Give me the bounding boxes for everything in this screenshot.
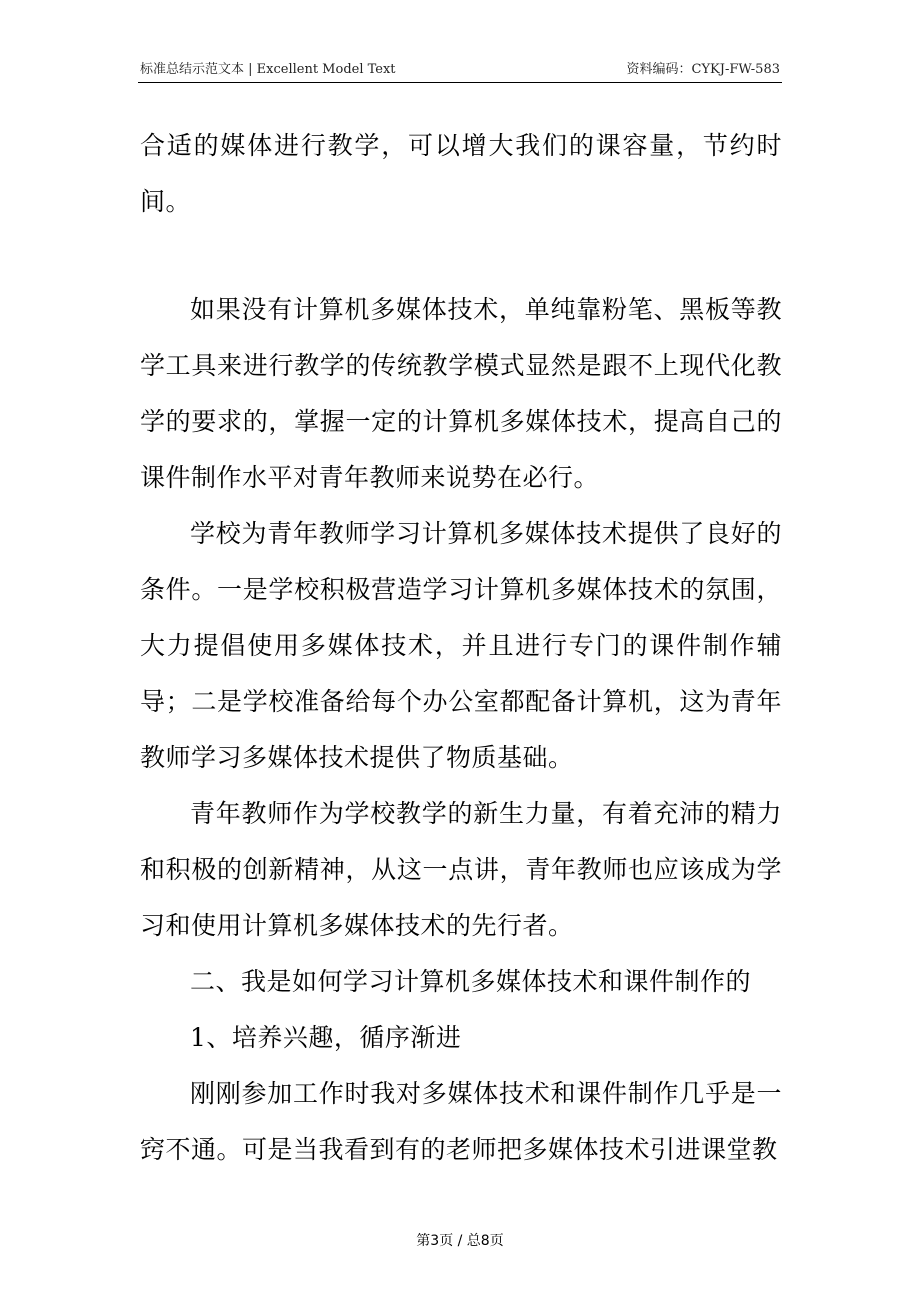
page-number: 第3页 / 总8页 bbox=[416, 1233, 504, 1249]
section-heading: 二、我是如何学习计算机多媒体技术和课件制作的 bbox=[190, 967, 752, 996]
header-title: 标准总结示范文本 | Excellent Model Text bbox=[140, 62, 396, 77]
page-header bbox=[138, 58, 782, 83]
document-body bbox=[140, 118, 782, 1178]
paragraph-first-experience: 刚刚参加工作时我对多媒体技术和课件制作几乎是一窍不通。可是当我看到有的老师把多媒体技术引进课堂教 bbox=[140, 1079, 782, 1164]
paragraph-school-conditions: 学校为青年教师学习计算机多媒体技术提供了良好的条件。一是学校积极营造学习计算机多媒体技术的氛围，大力提倡使用多媒体技术，并且进行专门的课件制作辅导；二是学校准备给每个办公室都配备计算机，这为青年教师学习多媒体技术提供了物质基础。 bbox=[140, 519, 782, 772]
paragraph-continuation: 合适的媒体进行教学，可以增大我们的课容量，节约时间。 bbox=[140, 131, 782, 216]
subsection-heading: 1、培养兴趣，循序渐进 bbox=[190, 1023, 462, 1052]
paragraph-multimedia-necessity: 如果没有计算机多媒体技术，单纯靠粉笔、黑板等教学工具来进行教学的传统教学模式显然是跟不上现代化教学的要求的，掌握一定的计算机多媒体技术，提高自己的课件制作水平对青年教师来说势在必行。 bbox=[140, 295, 782, 492]
document-code: 资料编码：CYKJ-FW-583 bbox=[626, 62, 780, 77]
paragraph-young-teachers: 青年教师作为学校教学的新生力量，有着充沛的精力和积极的创新精神，从这一点讲，青年教师也应该成为学习和使用计算机多媒体技术的先行者。 bbox=[140, 799, 782, 940]
